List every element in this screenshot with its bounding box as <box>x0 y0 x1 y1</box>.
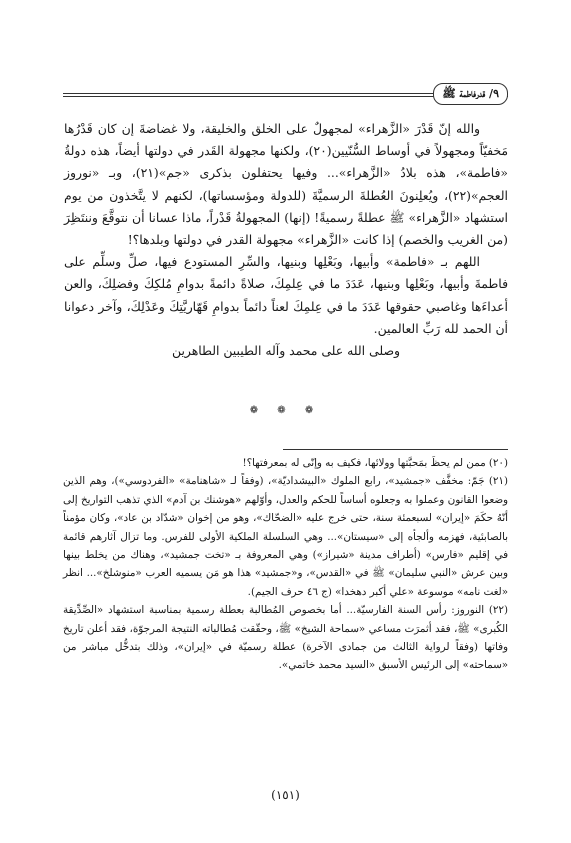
footnote-rule <box>283 449 508 450</box>
closing-line: وصلى الله على محمد وآله الطيبين الطاهرين <box>172 343 400 359</box>
chapter-title: ٩/ قدرفاطمة ﷺ <box>433 83 508 105</box>
footnote-21: (٢١) جَمّ: مخفَّف «جمشيد»، رابع الملوك «البيشداديّة»، (وفقاً لـ «شاهنامة» «الفردوسي»)، وهم الذين وضعوا القانون وعملوا به وجعلوه أساساً للحكم والعدل، وأوّلهم «هوشنك بن آدم» الذي تذهب التواريخ إلى أنّهُ حكَمَ «إيران» لسبعمئة سنة، حتى خرج عليه «الضحّاك»، وهو من إخوان «شدّاد بن عاد»، وكان مؤمناً بالصابئية، فهزمه وألجأه إلى «سيستان»... وهي السلسلة الملكية الأولى للفرس. وما تزال آثارهم قائمة في إقليم «فارس» (أطراف مدينة «شيراز») وهي المعروفة بـ «تخت جمشيد»، وهناك من يخلط بينها وبين عرش «النبي سليمان» ﷺ في «القدس»، و«جمشيد» هذا هو مَن يسميه العرب «منوشلخ»... انظر «لغت نامه» موسوعة «علي أكبر دهخدا» (ج ٤٦ حرف الجيم). <box>63 475 508 598</box>
running-header <box>63 81 508 107</box>
footnote-22: (٢٢) النوروز: رأس السنة الفارسيّة... أما بخصوص المُطالبة بعطلة رسمية بمناسبة استشهاد «الصِّدِّيقة الكُبرى» ﷺ، فقد أثمرَت مساعي «سماحة الشيخ» ﷺ، وحقّقت مُطالباته النتيجة المرجوّة، فقد أعلن تاريخ وفاتها (وفقاً لرواية الثالث من جمادى الآخرة) عطلة رسميّة في «إيران»، وذلك بتدخُّل مباشر من «سماحته» إلى الرئيس الأسبق «السيد محمد خاتمي». <box>63 604 508 672</box>
footnote-20: (٢٠) ممن لم يحظَ بمَحبَّتها وولائها، فكيف به وإنّى له بمعرفتها؟! <box>242 457 508 469</box>
paragraph-1: والله إنّ قَدْرَ «الزَّهراء» لمجهولٌ على الخلق والخليقة، ولا غضاضةَ إن كان قَدْرُها مَخفيّاً ومجهولاً في أوساط السُّنّيين(٢٠)، ولكنها مجهولة القَدر في دولتها أيضاً، هذه دولةُ «فاطمة»، هذه بلادُ «الزَّهراء»... وفيها يحتفلون بذكرى «جم»(٢١)، وبـ «نوروز العجم»(٢٢)، ويُعلِنونَ العُطلةَ الرسميَّةَ (للدولة ومؤسساتها)، لكنهم لا يتَّخذون من يوم استشهاد «الزَّهراء» ﷺ عطلةً رسميةً! (إنها) المجهولةُ قَدْراً، ماذا عسانا أن نتوقَّعَ وننتَظِرَ (من الغريب والخصم) إذا كانت «الزَّهراء» مجهولة القدر في دولتها وبلدها؟! <box>64 121 508 248</box>
main-text <box>64 118 508 362</box>
footnotes <box>63 454 508 675</box>
paragraph-2: اللهم بـ «فاطمة» وأبيها، وبَعْلِها وبنيها، والسِّرِ المستودع فيها، صلِّ وسلِّم على فاطمةَ وأبيها، وبَعْلِها وبنيها، عَدَدَ ما في عِلمِكَ، صلاةً دائمةً بدوامِ مُلكِكَ وفضلِكَ، والعن أعداءَها وغاصبي حقوقها عَدَدَ ما في عِلمِكَ لعناً دائماً بدوامِ قَهّاريَّتِكَ وعَدْلِكَ، وآخر دعوانا أن الحمد لله رَبِّ العالمين. <box>64 254 508 336</box>
section-separator: ❁ ❁ ❁ <box>249 405 322 416</box>
page-number: (١٥١) <box>271 788 300 802</box>
